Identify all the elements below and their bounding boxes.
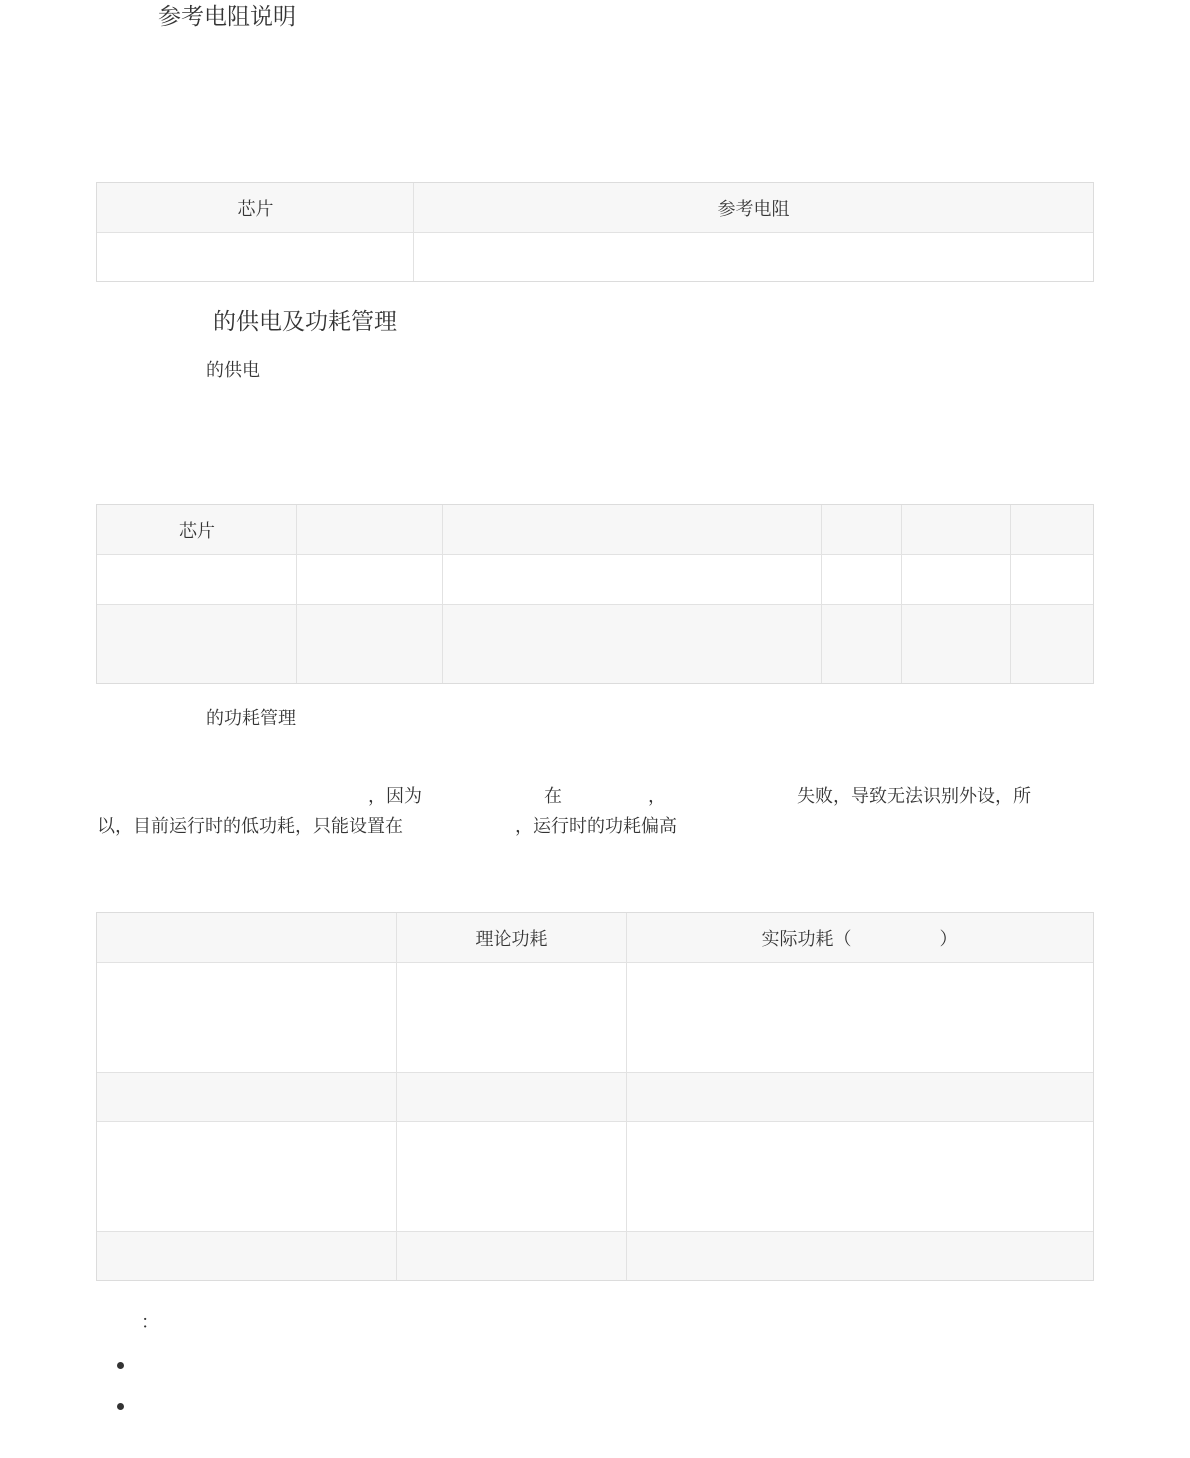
column-divider xyxy=(442,505,443,683)
header-chip: 芯片 xyxy=(179,520,215,542)
table-row xyxy=(97,963,1093,1073)
paragraph-fragment: ，因为 xyxy=(368,786,422,807)
column-divider xyxy=(626,913,627,1280)
table-header-row xyxy=(97,913,1093,963)
note-colon: ： xyxy=(141,1312,159,1333)
ref-resistor-table xyxy=(96,182,1094,282)
header-actual-power-close: ） xyxy=(939,928,958,950)
header-theoretical-power: 理论功耗 xyxy=(475,928,548,950)
column-divider xyxy=(821,505,822,683)
subsection-title-power-mgmt: 的功耗管理 xyxy=(206,708,296,729)
table-row xyxy=(97,1232,1093,1280)
bullet-item xyxy=(117,1403,124,1410)
table-row xyxy=(97,605,1093,683)
table-row xyxy=(97,1073,1093,1122)
paragraph-fragment: 在 xyxy=(544,786,562,807)
header-actual-power xyxy=(626,913,1093,962)
power-supply-table xyxy=(96,504,1094,684)
table-header-row xyxy=(97,183,1093,233)
table-row xyxy=(97,555,1093,605)
paragraph-fragment: 失败，导致无法识别外设，所 xyxy=(797,786,1031,807)
header-actual-power-label: 实际功耗（ xyxy=(761,928,852,950)
subsection-title-supply: 的供电 xyxy=(206,360,260,381)
column-divider xyxy=(1010,505,1011,683)
header-mode xyxy=(97,913,397,962)
table-header-row xyxy=(97,505,1093,555)
table-row xyxy=(97,1122,1093,1232)
power-consumption-table xyxy=(96,912,1094,1281)
header-ref-resistor: 参考电阻 xyxy=(717,198,790,220)
paragraph-fragment: 以，目前运行时的低功耗，只能设置在 xyxy=(97,816,403,837)
bullet-item xyxy=(117,1362,124,1369)
column-divider xyxy=(396,913,397,1280)
header-chip: 芯片 xyxy=(237,198,274,220)
section-title-ref-resistor: 参考电阻说明 xyxy=(158,4,296,30)
column-divider xyxy=(901,505,902,683)
paragraph-fragment: ， xyxy=(648,786,666,807)
section-title-power: 的供电及功耗管理 xyxy=(213,309,397,335)
table-row xyxy=(97,233,1093,281)
column-divider xyxy=(413,183,414,281)
paragraph-fragment: ，运行时的功耗偏高 xyxy=(515,816,677,837)
column-divider xyxy=(296,505,297,683)
